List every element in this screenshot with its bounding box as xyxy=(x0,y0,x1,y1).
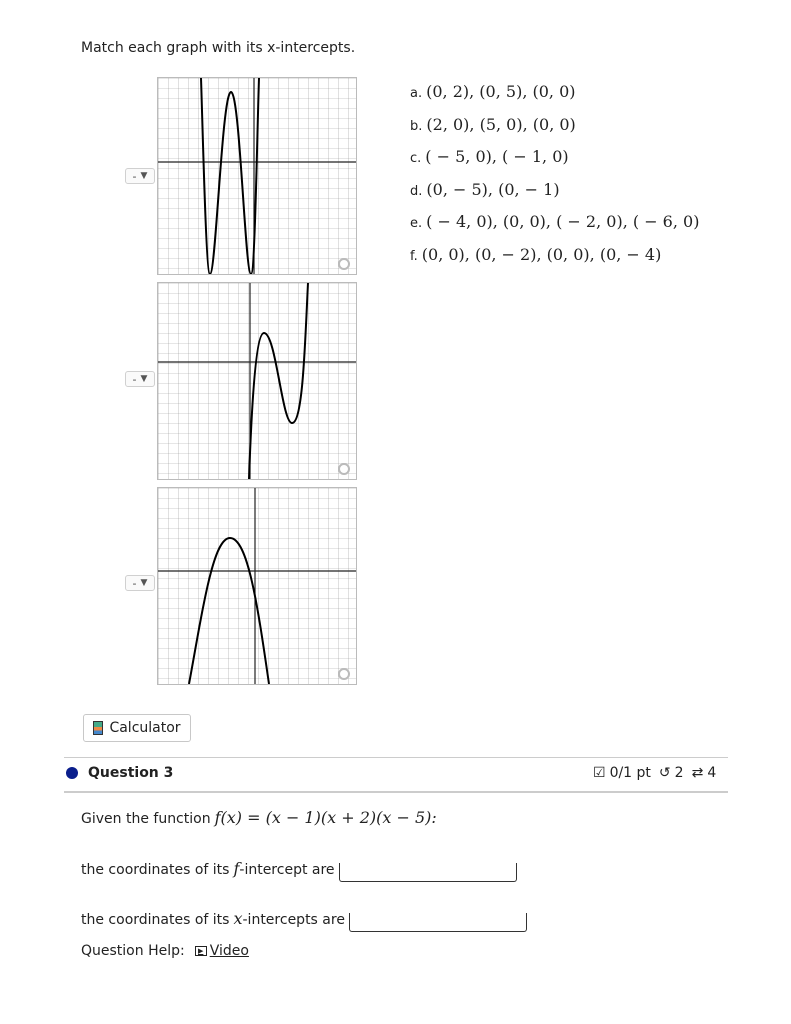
select-value: - xyxy=(132,169,137,183)
y-intercept-row: the coordinates of its f -intercept are xyxy=(81,855,517,878)
checkbox-icon: ☑ xyxy=(593,765,606,781)
option-b: b. (2, 0), (5, 0), (0, 0) xyxy=(410,114,576,134)
retry-icon: ↺ xyxy=(658,765,671,781)
chevron-down-icon: ▼ xyxy=(140,578,148,588)
graph-2-plot xyxy=(158,283,356,479)
divider xyxy=(64,757,728,758)
calculator-label: Calculator xyxy=(109,720,181,736)
chevron-down-icon: ▼ xyxy=(140,171,148,181)
attempts-icon: ⇄ xyxy=(691,765,704,781)
x-intercepts-row: the coordinates of its x -intercepts are xyxy=(81,905,527,928)
graph-3-select[interactable] xyxy=(125,575,155,591)
y-intercept-input[interactable] xyxy=(339,863,517,882)
question-help xyxy=(81,943,249,959)
option-f: f. (0, 0), (0, − 2), (0, 0), (0, − 4) xyxy=(410,244,662,264)
question-text: Given the function f(x) = (x − 1)(x + 2)(x − 5): xyxy=(81,808,437,827)
chevron-down-icon: ▼ xyxy=(140,374,148,384)
calculator-icon xyxy=(93,721,103,735)
options-list xyxy=(410,82,699,277)
select-value: - xyxy=(132,372,137,386)
select-value: - xyxy=(132,576,137,590)
prompt-text: Match each graph with its x-intercepts. xyxy=(81,40,356,56)
graph-2 xyxy=(157,282,357,480)
calculator-button[interactable] xyxy=(83,714,191,742)
attempts-count: 4 xyxy=(707,765,717,781)
graph-3 xyxy=(157,487,357,685)
graph-1-select[interactable] xyxy=(125,168,155,184)
graph-3-plot xyxy=(158,488,356,684)
question-status-dot xyxy=(66,767,78,779)
question-title: Question 3 xyxy=(88,765,174,781)
option-d: d. (0, − 5), (0, − 1) xyxy=(410,179,560,199)
function-expression: f(x) = (x − 1)(x + 2)(x − 5): xyxy=(214,808,437,827)
option-e: e. ( − 4, 0), (0, 0), ( − 2, 0), ( − 6, 0) xyxy=(410,212,700,231)
graph-2-select[interactable] xyxy=(125,371,155,387)
graph-1 xyxy=(157,77,357,275)
option-c: c. ( − 5, 0), ( − 1, 0) xyxy=(410,147,569,166)
retries-count: 2 xyxy=(674,765,684,781)
video-link[interactable]: ▶ Video xyxy=(195,943,249,959)
graph-1-plot xyxy=(158,78,356,274)
play-icon: ▶ xyxy=(195,946,207,956)
option-a: a. (0, 2), (0, 5), (0, 0) xyxy=(410,82,576,101)
question-stats xyxy=(593,765,716,781)
x-intercepts-input[interactable] xyxy=(349,913,527,932)
divider xyxy=(64,791,728,793)
help-label: Question Help: xyxy=(81,943,185,959)
score-text: 0/1 pt xyxy=(609,765,651,781)
